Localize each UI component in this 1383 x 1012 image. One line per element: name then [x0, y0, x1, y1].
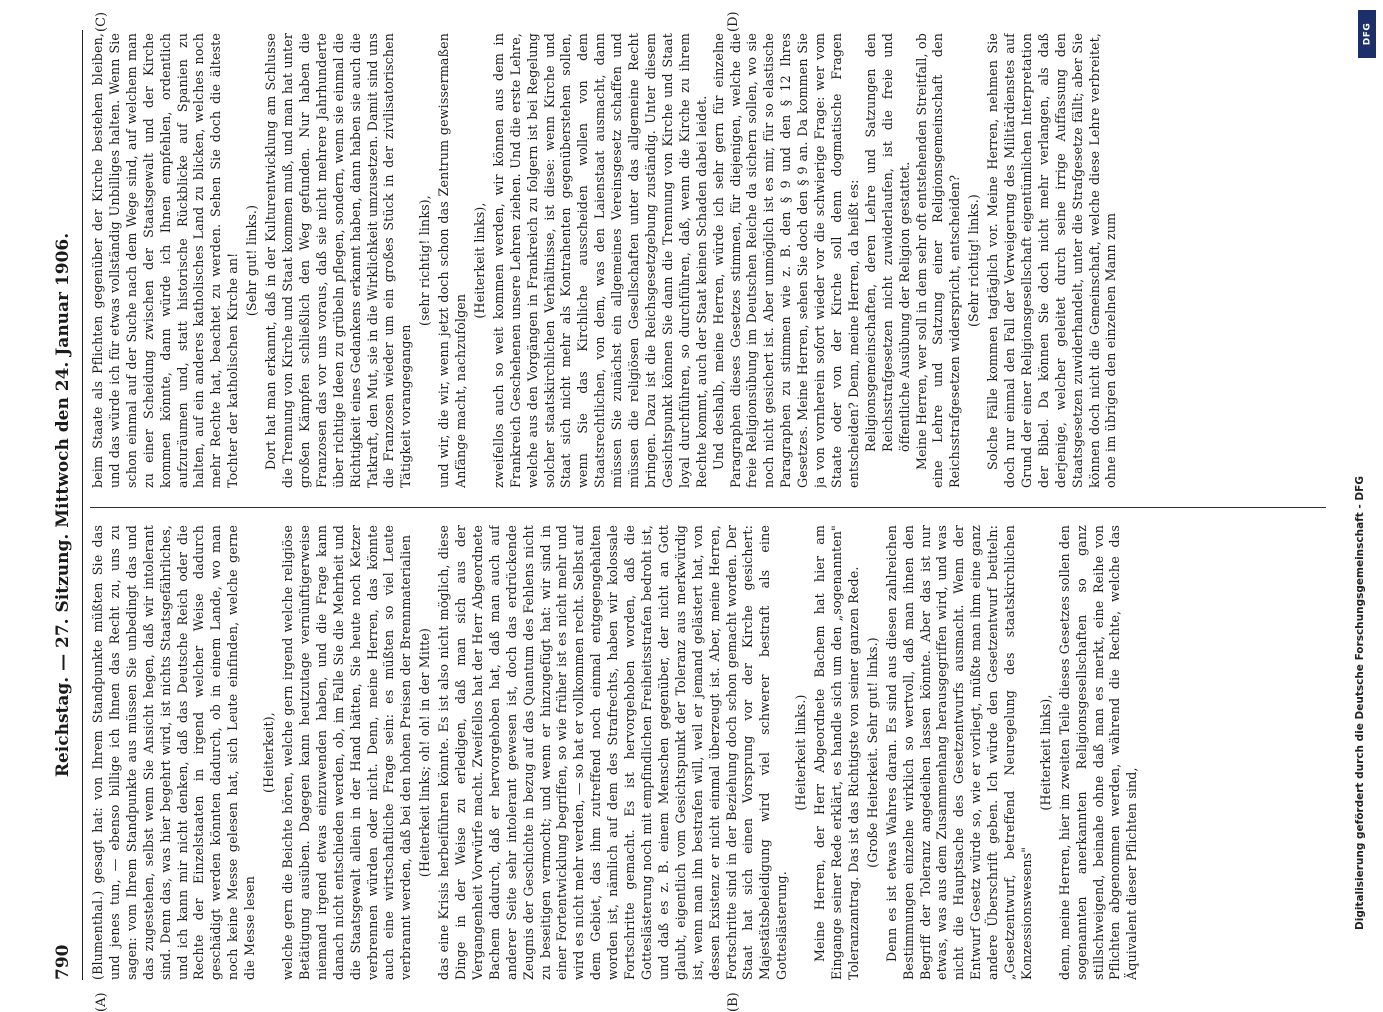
dfg-logo — [1358, 10, 1376, 58]
digitization-credit-text: Digitalisierung gefördert durch die Deutsche Forschungsgemeinschaft - DFG — [1354, 476, 1366, 930]
left-paragraph: denn, meine Herren, hier im zweiten Teile dieses Gesetzes sollen den sogenannten anerkannten Religionsgesellschaften so ganz stillschweigend, beinahe ohne daß man es merkt, eine Reihe von Pflichten abgenommen werden, während die Rechte, welche das Äquivalent dieser Pflichten sind, — [1056, 525, 1140, 980]
left-reaction: (Große Heiterkeit. Sehr gut! links.) — [864, 637, 880, 868]
dfg-logo-text: DFG — [1362, 22, 1373, 46]
margin-mark-d: (D) — [726, 11, 741, 32]
running-head — [46, 30, 80, 980]
left-paragraph: welche gern die Beichte hören, welche gern irgend welche religiöse Betätigung ausüben. Dagegen kann heutzutage vernünftigerweise niemand irgend etwas einzuwenden haben, und die Frage kann danach nicht entschieden werden, ob, im Falle Sie die Mehrheit und die Staatsgewalt allein in der Hand hätten, Sie heute noch Ketzer verbrennen würden oder nicht. Denn, meine Herren, das könnte auch eine wirtschaftliche Frage sein: es müßten so viel Leute verbrannt werden, daß bei den hohen Preisen der Brennmaterialien — [279, 525, 414, 980]
left-reaction: (Heiterkeit links), — [1037, 694, 1053, 811]
right-reaction: (sehr richtig! links), — [417, 195, 433, 326]
right-paragraph: Dort hat man erkannt, daß in der Kulturentwicklung am Schlusse die Trennung von Kirche und Staat kommen muß, und man hat unter großen Kämpfen schließlich den Weg gefunden. Nur haben die Franzosen das vor uns voraus, daß sie nicht mehrere Jahrhunderte über richtige Ideen zu grübeln pflegen, sondern, wenn sie einmal die Richtigkeit eines Gedankens erkannt haben, dann haben sie auch die Tatkraft, den Mut, sie in die Wirklichkeit umzusetzen. Damit sind uns die Franzosen wieder um ein großes Stück in der zivilisatorischen Tätigkeit vorangegangen — [263, 33, 414, 488]
left-reaction: (Heiterkeit links; oh! oh! in der Mitte) — [417, 627, 433, 878]
page-number: 790 — [53, 944, 73, 980]
right-paragraph: zweifellos auch so weit kommen werden, wir können aus dem in Frankreich Geschehenen unsere Lehren ziehen. Und die erste Lehre, welche aus den Vorgängen in Frankreich zu folgern ist bei Regelung solcher staatskirchlichen Verhältnisse, ist diese: wenn Kirche und Staat sich nicht mehr als Kontrahenten gegenüberstehen sollen, wenn Sie das Kirchliche ausscheiden wollen von dem Staatsrechtlichen, von dem, was den Laienstaat ausmacht, dann müssen Sie zunächst ein allgemeines Vereinsgesetz schaffen und müssen die religiösen Gesellschaften unter das allgemeine Recht bringen. Dazu ist die Reichsgesetzgebung zuständig. Unter diesem Gesichtspunkt können Sie dann die Trennung von Kirche und Staat loyal durchführen, so durchführen, daß, wenn die Kirche zu ihrem Rechte kommt, auch der Staat keinen Schaden dabei leidet. — [490, 33, 709, 488]
right-paragraph: beim Staate als Pflichten gegenüber der Kirche bestehen bleiben, und das würde ich für etwas vollständig Unbilliges halten. Wenn Sie schon einmal auf der Suche nach dem Wege sind, auf welchem man zu einer Scheidung zwischen der Staatsgewalt und der Kirche kommen könnte, dann würde ich Ihnen empfehlen, ordentlich aufzuräumen und, statt historische Rückblicke auf Spanien zu halten, auf ein anderes katholisches Land zu blicken, welches noch mehr Rechte hat, beachtet zu werden. Sehen Sie doch die älteste Tochter der katholischen Kirche an! — [90, 33, 241, 488]
right-paragraph: Und deshalb, meine Herren, würde ich sehr gern für einzelne Paragraphen dieses Gesetzes stimmen, für diejenigen, welche die freie Religionsübung im Deutschen Reiche da sichern sollen, wo sie noch nicht gesichert ist. Aber unmöglich ist es mir, für so elastische Paragraphen zu stimmen wie z. B. den § 9 und den § 12 Ihres Gesetzes. Meine Herren, sehen Sie doch den § 9 an. Da kommen Sie ja von vornherein sofort wieder vor die schwierige Frage: wer vom Staate oder von der Kirche soll denn dogmatische Fragen entscheiden? Denn, meine Herren, da heißt es: — [710, 33, 861, 488]
left-paragraph: Denn es ist etwas Wahres daran. Es sind aus diesen zahlreichen Bestimmungen einzelne wirklich so wertvoll, daß man ihnen den Begriff der Toleranz angedeihen lassen könnte. Aber das ist nur etwas, was aus dem Zusammenhang herausgegriffen wird, und was nicht die Hauptsache des Gesetzentwurfs ausmacht. Wenn der Entwurf Gesetz würde so, wie er vorliegt, müßte man ihm eine ganz andere Überschrift geben. Ich würde den Gesetzentwurf betiteln: „Gesetzentwurf, betreffend Neuregelung des staatskirchlichen Konzessionswesens" — [883, 525, 1034, 980]
right-reaction: (Heiterkeit links), — [471, 202, 487, 319]
left-paragraph: Meine Herren, der Herr Abgeordnete Bachem hat hier am Eingange seiner Rede erklärt, es handle sich um den „sogenannten" Toleranzantrag. Das ist das Richtigste von seiner ganzen Rede. — [812, 525, 861, 980]
right-paragraph: Solche Fälle kommen tagtäglich vor. Meine Herren, nehmen Sie doch nur einmal den Fall der Verweigerung des Militärdienstes auf Grund der einer Religionsgesellschaft eigentümlichen Interpretation der Bibel. Da können Sie doch nicht mehr verlangen, als daß derjenige, welcher geleitet durch seine irrige Auffassung den Staatsgesetzen zuwiderhandelt, unter die Strafgesetze fällt; aber Sie können doch nicht die Gemeinschaft, welche diese Lehre verbreitet, ohne im übrigen den einzelnen Mann zum — [985, 33, 1119, 488]
left-reaction: (Heiterkeit), — [261, 712, 277, 793]
right-reaction: (Sehr richtig! links.) — [966, 193, 982, 328]
margin-mark-a: (A) — [94, 992, 109, 1012]
right-reaction: (Sehr gut! links.) — [244, 204, 260, 317]
left-reaction: (Heiterkeit links.) — [793, 694, 809, 811]
right-paragraph: und wir, die wir, wenn jetzt doch schon das Zentrum gewissermaßen Anfänge macht, nachzufolgen — [436, 33, 469, 488]
right-paragraph: Meine Herren, wer soll in dem sehr oft entstehenden Streitfall, ob eine Lehre und Satzung einer Religionsgemeinschaft den Reichsstrafgesetzen widerspricht, entscheiden? — [913, 33, 963, 488]
right-column — [90, 33, 1330, 488]
header-rule — [82, 30, 83, 980]
page-title: Reichstag. — 27. Sitzung. Mittwoch den 24. Januar 1906. — [53, 232, 73, 778]
left-paragraph: (Blumenthal.) gesagt hat: von Ihrem Standpunkte müßten Sie das und jenes tun, — ebenso billige ich Ihnen das Recht zu, uns zu sagen: vom Ihrem Standpunkte aus müssen Sie unbedingt das und das zugestehen, selbst wenn Sie Ansicht hegen, daß wir intolerant sind. Denn das, was hier begehrt wird, ist nichts Staatsgefährliches, und ich kann mir nicht denken, daß das Deutsche Reich oder die Rechte der Einzelstaaten in irgend welcher Weise dadurch geschädigt werden könnten dadurch, ob in einem Lande, wo man noch keine Messe gelesen hat, sich Leute einfinden, welche gerne die Messe lesen — [90, 525, 258, 980]
rotated-page-content — [46, 11, 1336, 1012]
left-column — [90, 525, 1330, 980]
margin-mark-b: (B) — [726, 992, 741, 1012]
margin-mark-c: (C) — [94, 11, 109, 32]
left-paragraph: das eine Krisis herbeiführen könnte. Es ist also nicht möglich, diese Dinge in der Weise zu erledigen, daß man sich aus der Vergangenheit Vorwürfe macht. Zweifellos hat der Herr Abgeordnete Bachem dadurch, daß er hervorgehoben hat, daß man auch auf anderer Seite sehr intolerant gewesen ist, doch das erdrückende Zeugnis der Geschichte in bezug auf das Quantum des Fehlens nicht zu beseitigen vermocht; und wenn er hinzugefügt hat: wir sind in einer Fortentwicklung begriffen, so wie früher ist es nicht mehr und wird es nicht mehr werden, — so hat er vollkommen recht. Selbst auf dem Gebiet, das ihm zutreffend noch einmal entgegengehalten worden ist, nämlich auf dem des Strafrechts, haben wir kolossale Fortschritte gemacht. Es ist hervorgehoben worden, daß die Gotteslästerung noch mit empfindlichen Freiheitsstrafen bedroht ist, und daß es z. B. einem Menschen gegenüber, der nicht an Gott glaubt, eigentlich vom Gesichtspunkt der Toleranz aus merkwürdig ist, wenn man ihn bestrafen will, weil er jemand gelästert hat, von dessen Existenz er nicht einmal überzeugt ist. Aber, meine Herren, Fortschritte sind in der Beziehung doch schon gemacht worden. Der Staat hat sich einen Vorsprung vor der Kirche gesichert: Majestätsbeleidigung wird viel schwerer bestraft als eine Gotteslästerung. — [436, 525, 790, 980]
right-quote: Religionsgemeinschaften, deren Lehre und Satzungen den Reichsstrafgesetzen nicht zuwiderlaufen, ist die freie und öffentliche Ausübung der Religion gestattet. — [862, 33, 912, 452]
digitization-credit — [1354, 70, 1374, 930]
column-divider — [90, 507, 1326, 508]
